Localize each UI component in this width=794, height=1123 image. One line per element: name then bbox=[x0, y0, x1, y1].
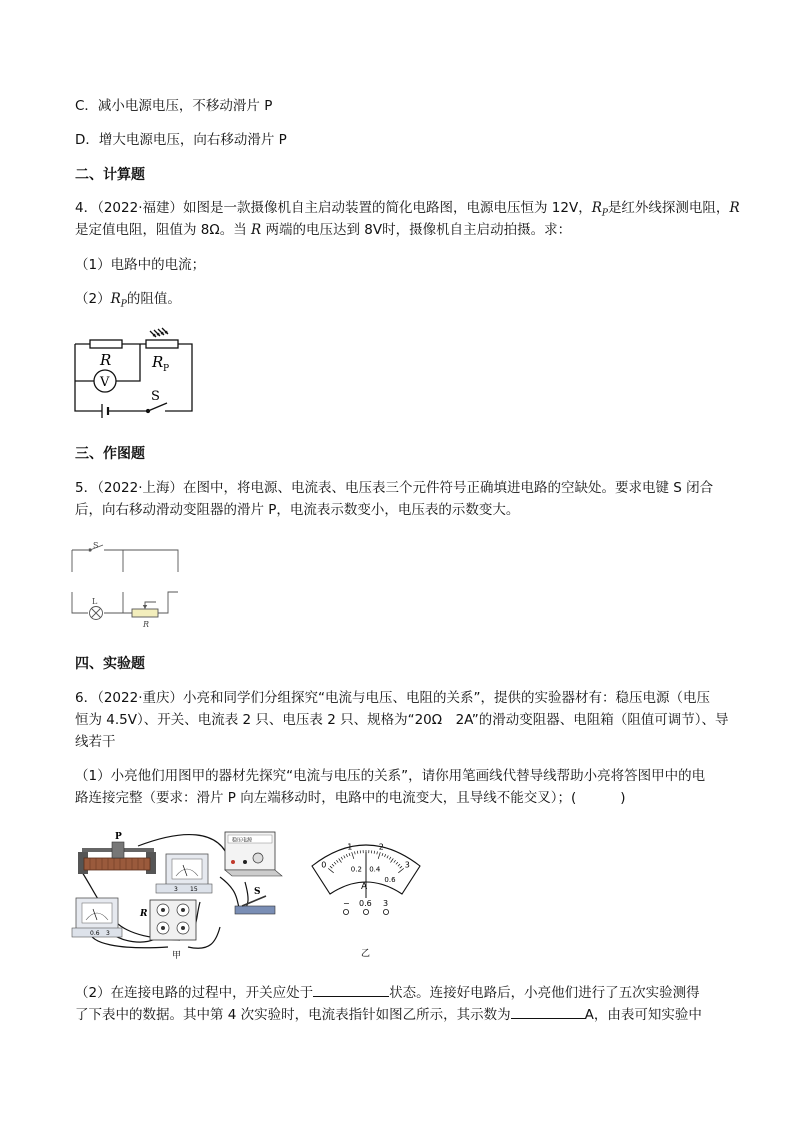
dial-tick-label-top: 0 bbox=[321, 860, 327, 870]
power-supply-label: 稳压电源 bbox=[232, 837, 253, 844]
q5-fig-rheostat-label: R bbox=[143, 620, 150, 629]
q5-fig-switch-label: S bbox=[93, 541, 99, 550]
rheostat-slider-p-label: P bbox=[115, 832, 122, 842]
q6-ammeter-dial-yi bbox=[308, 836, 424, 961]
dial-tick-label-bottom: 0.6 bbox=[384, 875, 396, 884]
resistance-box bbox=[139, 900, 196, 940]
q6-line-3: 线若干 bbox=[75, 734, 116, 750]
slide-rheostat bbox=[78, 832, 156, 874]
q4-circuit-diagram bbox=[70, 325, 200, 420]
q6-part2-line-1: （2）在连接电路的过程中，开关应处于 状态。连接好电路后，小亮他们进行了五次实验测得 bbox=[75, 982, 700, 1003]
section-heading-draw: 三、作图题 bbox=[75, 446, 145, 462]
ammeter-jia bbox=[72, 898, 122, 937]
resistance-box-r-label: R bbox=[140, 909, 148, 919]
ammeter-terminal-3: 3 bbox=[106, 930, 110, 937]
switch-s-label: S bbox=[254, 887, 261, 897]
dial-terminal-06: 0.6 bbox=[359, 899, 372, 908]
dial-tick-label-top: 2 bbox=[378, 842, 384, 852]
voltmeter-jia bbox=[156, 854, 212, 893]
q6-part1-line-2: 路连接完整（要求：滑片 P 向左端移动时，电路中的电流变大，且导线不能交叉）；( ) bbox=[75, 790, 626, 806]
power-supply bbox=[225, 832, 282, 876]
q4-sub-2: $(2)R_P$的阻值。 bbox=[75, 291, 181, 310]
q4-fig-rp-label: R bbox=[152, 353, 164, 371]
dial-terminals bbox=[343, 909, 388, 914]
q4-fig-r-label: R bbox=[100, 351, 112, 369]
option-d: D．增大电源电压，向右移动滑片 P bbox=[75, 132, 287, 148]
q6-apparatus-figure-jia bbox=[70, 822, 300, 960]
section-heading-exp: 四、实验题 bbox=[75, 656, 145, 672]
q4-line-1: 4．（2022·福建）如图是一款摄像机自主启动装置的简化电路图，电源电压恒为 12V，$R_P$是红外线探测电阻，R bbox=[75, 200, 740, 219]
blank-switch-state[interactable] bbox=[313, 982, 389, 997]
q4-line-2: 是定值电阻，阻值为 8Ω。当 R 两端的电压达到 8V时，摄像机自主启动拍摄。求： bbox=[75, 222, 572, 238]
blank-ammeter-reading[interactable] bbox=[511, 1004, 585, 1019]
q6-part1-line-1: （1）小亮他们用图甲的器材先探究“电流与电压的关系”，请你用笔画线代替导线帮助小亮将答图甲中的电 bbox=[75, 768, 706, 784]
q4-fig-voltmeter-label: V bbox=[100, 375, 110, 390]
q5-line-1: 5．（2022·上海）在图中，将电源、电流表、电压表三个元件符号正确填进电路的空缺处。要求电键 S 闭合 bbox=[75, 480, 714, 496]
dial-tick-label-top: 1 bbox=[347, 842, 353, 852]
option-c: C．减小电源电压，不移动滑片 P bbox=[75, 98, 273, 114]
voltmeter-terminal-15: 15 bbox=[190, 886, 198, 893]
figure-jia-caption: 甲 bbox=[172, 951, 182, 961]
q6-line-2: 恒为 4.5V）、开关、电流表 2 只、电压表 2 只、规格为“20Ω 2A”的滑动变阻器、电阻箱（阻值可调节）、导 bbox=[75, 712, 729, 728]
q4-fig-rp-sub: P bbox=[163, 364, 170, 374]
q6-part2-line-2: 了下表中的数据。其中第 4 次实验时，电流表指针如图乙所示，其示数为 A，由表可知实验中 bbox=[75, 1004, 702, 1025]
q5-line-2: 后，向右移动滑动变阻器的滑片 P，电流表示数变小，电压表的示数变大。 bbox=[75, 502, 520, 518]
dial-terminal-minus: − bbox=[343, 899, 350, 908]
dial-terminal-3: 3 bbox=[383, 899, 389, 908]
figure-yi-caption: 乙 bbox=[361, 949, 371, 959]
section-heading-calc: 二、计算题 bbox=[75, 167, 145, 183]
ammeter-terminal-06: 0.6 bbox=[90, 930, 100, 937]
q4-fig-switch-label: S bbox=[151, 389, 160, 404]
dial-tick-label-bottom: 0.2 bbox=[350, 865, 362, 874]
q5-fig-lamp-label: L bbox=[92, 597, 98, 606]
q5-circuit-diagram bbox=[70, 540, 190, 632]
voltmeter-terminal-3: 3 bbox=[174, 886, 178, 893]
dial-unit-label: A bbox=[361, 882, 368, 892]
switch-jia bbox=[235, 887, 275, 914]
dial-tick-label-bottom: 0.4 bbox=[369, 865, 381, 874]
q6-line-1: 6．（2022·重庆）小亮和同学们分组探究“电流与电压、电阻的关系”，提供的实验器材有：稳压电源（电压 bbox=[75, 690, 710, 706]
dial-tick-label-top: 3 bbox=[404, 860, 410, 870]
q4-sub-1: （1）电路中的电流； bbox=[75, 257, 206, 273]
